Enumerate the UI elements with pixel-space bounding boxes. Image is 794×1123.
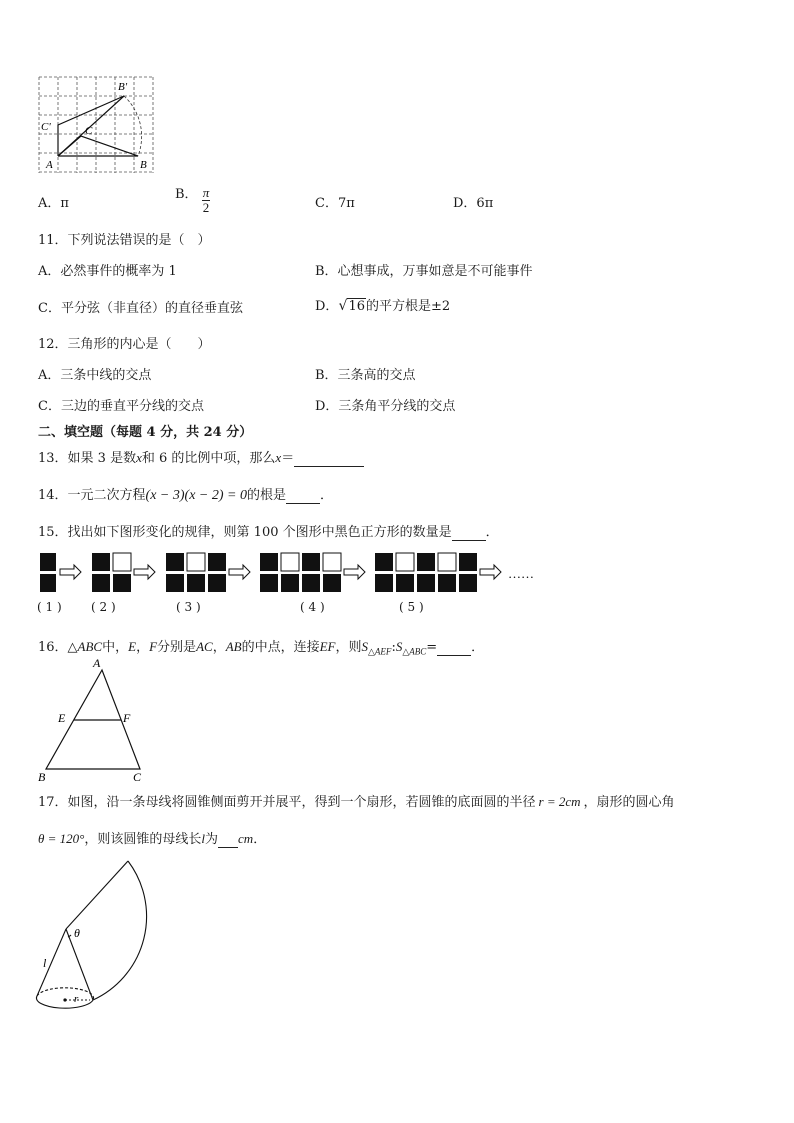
pattern-label-4: ( 4 ) [300, 600, 325, 614]
q11-option-d-label: D． [315, 299, 339, 314]
q16-comma2: ， [212, 640, 226, 655]
q17-unit: cm [238, 831, 254, 846]
q12-option-b: B．三条高的交点 [315, 368, 416, 383]
q11-option-d-rest: 的平方根是±2 [365, 299, 451, 314]
q13-before: 13．如果 3 是数 [38, 451, 137, 466]
q17-line1-b: ，扇形的圆心角 [583, 795, 675, 810]
q11-option-d [315, 295, 450, 314]
q12-stem: 12．三角形的内心是（ ） [38, 337, 211, 352]
q16-text-b: 中， [102, 640, 129, 655]
q14-suffix: 的根是 [246, 488, 286, 503]
arrow-icon [134, 565, 155, 579]
q13-var-x1: x [136, 450, 142, 465]
label-b-prime: B' [118, 81, 128, 93]
q11-option-b: B．心想事成，万事如意是不可能事件 [315, 264, 533, 279]
pattern-ellipsis: …… [508, 566, 534, 581]
fraction-denominator: 2 [202, 200, 210, 215]
q16-colon: : [391, 640, 396, 655]
q16-s2: S [395, 639, 403, 654]
q16-comma1: ， [136, 640, 150, 655]
q13-mid: 和 6 的比例中项，那么 [141, 451, 276, 466]
q15-answer-blank[interactable] [452, 525, 486, 541]
sqrt-16 [338, 299, 366, 314]
q16-abc: ABC [77, 639, 103, 654]
pattern-figure-2 [92, 553, 131, 592]
label-theta: θ [74, 926, 80, 940]
q17-line2 [38, 828, 266, 848]
label-b: B [140, 159, 147, 171]
label-r: r [74, 993, 79, 1005]
q16-text-a: 16．△ [38, 640, 78, 655]
q16-s1: S [361, 639, 369, 654]
q10-option-b [175, 183, 210, 215]
pattern-label-5: ( 5 ) [399, 600, 424, 614]
q12-option-a: A．三条中线的交点 [38, 368, 152, 383]
label-c: C [133, 770, 142, 784]
q16-ac: AC [196, 639, 213, 654]
q17-theta-expr: θ = 120° [38, 831, 85, 846]
q15-stem: 15．找出如下图形变化的规律，则第 100 个图形中黑色正方形的数量是 [38, 525, 452, 540]
q14-end: ． [319, 488, 333, 503]
sqrt-radicand: 16 [348, 299, 365, 314]
pattern-figure-1 [40, 553, 56, 592]
arrow-icon [60, 565, 81, 579]
q13-var-x2: x [275, 450, 282, 465]
q17-end: ． [253, 832, 267, 847]
q16-ab: AB [225, 639, 242, 654]
pattern-figure-4 [260, 553, 341, 592]
rotation-arc [124, 96, 142, 156]
fraction-numerator: π [202, 185, 210, 200]
q16-sub2: △ABC [402, 646, 427, 657]
label-a: A [46, 159, 53, 171]
q10-option-a: A．π [38, 196, 69, 211]
q16-answer-blank[interactable] [437, 640, 471, 656]
q11-stem: 11．下列说法错误的是（ ） [38, 233, 211, 248]
pattern-label-1: ( 1 ) [37, 600, 62, 614]
q15-text [38, 521, 499, 541]
q11-option-c: C．平分弦（非直径）的直径垂直弦 [38, 301, 243, 316]
arrow-icon [229, 565, 250, 579]
label-e: E [58, 711, 66, 725]
q12-option-c: C．三边的垂直平分线的交点 [38, 399, 204, 414]
q16-text-c: 分别是 [157, 640, 197, 655]
q16-text [38, 636, 484, 658]
q16-e: E [128, 639, 137, 654]
label-c: C [85, 125, 93, 137]
q17-line1-a: 17．如图，沿一条母线将圆锥侧面剪开并展平，得到一个扇形，若圆锥的底面圆的半径 [38, 795, 536, 810]
section-2-title: 二、填空题（每题 4 分，共 24 分） [38, 425, 253, 440]
label-c-prime: C' [41, 121, 51, 133]
q17-answer-blank[interactable] [218, 832, 238, 848]
pattern-label-3: ( 3 ) [176, 600, 201, 614]
q17-cone-sector-figure [30, 855, 170, 1020]
q10-grid-figure [34, 74, 164, 174]
sector-radius-top [66, 861, 128, 929]
q14-text [38, 484, 333, 504]
q16-triangle-figure [36, 656, 156, 786]
pattern-figure-3 [166, 553, 226, 592]
q14-equation: (x − 3)(x − 2) = 0 [145, 488, 247, 503]
base-center-dot [63, 998, 66, 1001]
q17-line1 [38, 791, 675, 810]
q10-option-d: D．6π [453, 196, 494, 211]
q16-sub1: △AEF [368, 646, 392, 657]
pi-over-2-fraction [202, 186, 211, 215]
cone-base-back [37, 988, 94, 1000]
arrow-icon [480, 565, 501, 579]
q16-ef: EF [319, 639, 336, 654]
q16-text-e: ，则 [335, 640, 362, 655]
q10-option-c: C．7π [315, 196, 355, 211]
q15-pattern-figure [38, 550, 538, 600]
q10-option-b-label: B． [175, 187, 198, 202]
cone-base-front [36, 996, 93, 1008]
q16-f: F [149, 639, 158, 654]
arrow-icon [344, 565, 365, 579]
q13-answer-blank[interactable] [294, 451, 364, 467]
q17-line2-a: ，则该圆锥的母线长 [84, 832, 202, 847]
q16-end: ． [471, 640, 485, 655]
q17-l-var: l [201, 831, 205, 846]
pattern-label-2: ( 2 ) [91, 600, 116, 614]
q13-eq: ＝ [281, 451, 295, 466]
q16-text-d: 的中点，连接 [241, 640, 320, 655]
q17-line2-b: 为 [205, 832, 219, 847]
q13-text [38, 447, 364, 467]
q11-option-a: A．必然事件的概率为 1 [38, 264, 177, 279]
label-a: A [93, 656, 101, 670]
q14-prefix: 14．一元二次方程 [38, 488, 146, 503]
q16-eq: = [426, 640, 438, 655]
q14-answer-blank[interactable] [286, 488, 320, 504]
cone-slant-left [37, 929, 66, 996]
label-l: l [43, 956, 47, 970]
label-b: B [38, 770, 46, 784]
q12-option-d: D．三条角平分线的交点 [315, 399, 456, 414]
label-f: F [123, 711, 131, 725]
sector-arc [93, 861, 147, 1000]
q15-end: ． [485, 525, 499, 540]
pattern-figure-5 [375, 553, 477, 592]
q17-r-expr: r = 2cm [538, 794, 581, 809]
